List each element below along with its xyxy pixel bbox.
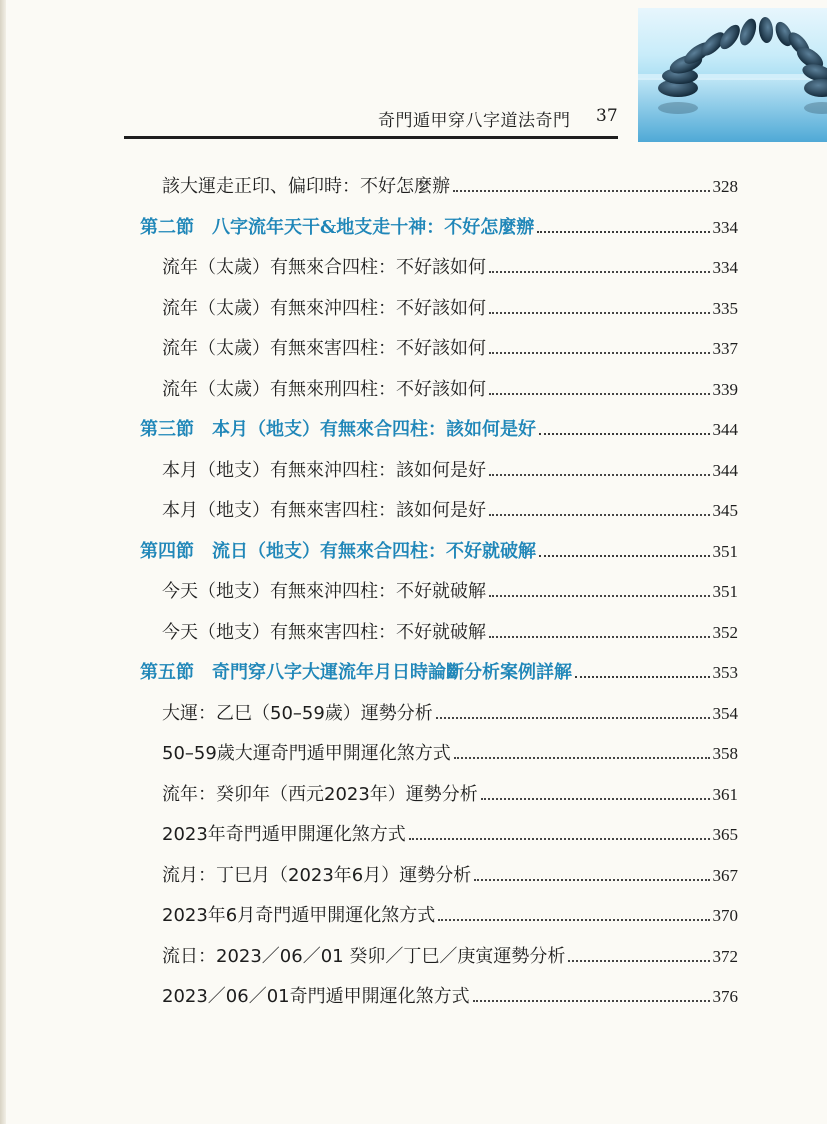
toc-leader-dots [489,594,710,597]
toc-leader-dots [568,959,709,962]
toc-entry-title: 流年（太歲）有無來合四柱：不好該如何 [162,257,486,278]
toc-entry-title: 流年（太歲）有無來沖四柱：不好該如何 [162,298,486,319]
toc-entry-title: 該大運走正印、偏印時：不好怎麼辦 [162,176,450,197]
toc-leader-dots [489,351,710,354]
toc-entry-title: 2023年6月奇門遁甲開運化煞方式 [162,905,436,926]
header-rule [124,136,618,139]
toc-leader-dots [489,392,710,395]
toc-page-number: 352 [712,623,738,642]
toc-page-number: 354 [712,704,738,723]
toc-entry [162,577,738,603]
toc-entry [162,780,738,806]
toc-entry [162,618,738,644]
toc-entry [162,496,738,522]
toc-entry-title: 流年（太歲）有無來刑四柱：不好該如何 [162,379,486,400]
toc-page-number: 367 [712,866,738,885]
toc-leader-dots [489,270,710,273]
toc-page-number: 351 [712,582,738,601]
page-binding-edge [0,0,6,1124]
toc-section-heading [140,213,738,239]
toc-page-number: 345 [712,501,738,520]
toc-page-number: 337 [712,339,738,358]
toc-entry-title: 本月（地支）有無來沖四柱：該如何是好 [162,460,486,481]
toc-entry-title: 今天（地支）有無來沖四柱：不好就破解 [162,581,486,602]
toc-page-number: 365 [712,825,738,844]
toc-page-number: 372 [712,947,738,966]
toc-section-heading [140,658,738,684]
toc-page-number: 358 [712,744,738,763]
toc-entry [162,901,738,927]
toc-leader-dots [453,189,710,192]
toc-entry [162,861,738,887]
toc-entry-title: 2023年奇門遁甲開運化煞方式 [162,824,406,845]
toc-page-number: 376 [712,987,738,1006]
toc-leader-dots [539,554,710,557]
toc-page-number: 370 [712,906,738,925]
toc-entry [162,820,738,846]
toc-entry [162,699,738,725]
toc-entry-title: 流月：丁巳月（2023年6月）運勢分析 [162,865,472,886]
toc-entry-title: 本月（地支）有無來害四柱：該如何是好 [162,500,486,521]
toc-leader-dots [409,837,710,840]
toc-page-number: 351 [712,542,738,561]
running-header-page-number: 37 [596,106,618,126]
toc-page-number: 361 [712,785,738,804]
toc-entry [162,375,738,401]
toc-entry-title: 流日：2023／06／01 癸卯／丁巳／庚寅運勢分析 [162,946,566,967]
toc-page-number: 335 [712,299,738,318]
toc-page-number: 344 [712,420,738,439]
toc-leader-dots [481,797,710,800]
toc-leader-dots [539,432,710,435]
toc-entry [162,334,738,360]
toc-page-number: 353 [712,663,738,682]
toc-leader-dots [575,675,710,678]
toc-entry [162,982,738,1008]
toc-entry-title: 大運：乙巳（50–59歲）運勢分析 [162,703,433,724]
toc-leader-dots [489,473,710,476]
toc-entry [162,172,738,198]
toc-entry-title: 第二節 八字流年天干&地支走十神：不好怎麼辦 [140,217,535,238]
toc-leader-dots [454,756,710,759]
toc-entry [162,942,738,968]
toc-leader-dots [473,999,710,1002]
toc-leader-dots [489,311,710,314]
toc-entry-title: 50–59歲大運奇門遁甲開運化煞方式 [162,743,451,764]
toc-page-number: 334 [712,258,738,277]
toc-page-number: 328 [712,177,738,196]
toc-section-heading [140,415,738,441]
toc-page-number: 334 [712,218,738,237]
toc-entry-title: 流年：癸卯年（西元2023年）運勢分析 [162,784,478,805]
toc-leader-dots [489,513,710,516]
toc-leader-dots [438,918,709,921]
stone-arch-illustration [638,8,827,142]
toc-entry [162,739,738,765]
toc-leader-dots [489,635,710,638]
toc-entry [162,456,738,482]
toc-leader-dots [436,716,710,719]
toc-section-heading [140,537,738,563]
toc-entry-title: 第三節 本月（地支）有無來合四柱：該如何是好 [140,419,536,440]
toc-leader-dots [474,878,709,881]
toc-entry-title: 流年（太歲）有無來害四柱：不好該如何 [162,338,486,359]
toc-leader-dots [537,230,709,233]
toc-page-number: 339 [712,380,738,399]
header-stone-arch-image [638,8,827,142]
toc-entry-title: 2023／06／01奇門遁甲開運化煞方式 [162,986,470,1007]
toc-entry [162,253,738,279]
running-header-title: 奇門遁甲穿八字道法奇門 [378,111,571,131]
toc-entry-title: 第四節 流日（地支）有無來合四柱：不好就破解 [140,541,536,562]
toc-entry-title: 第五節 奇門穿八字大運流年月日時論斷分析案例詳解 [140,662,572,683]
toc-entry [162,294,738,320]
toc-entry-title: 今天（地支）有無來害四柱：不好就破解 [162,622,486,643]
toc-page-number: 344 [712,461,738,480]
